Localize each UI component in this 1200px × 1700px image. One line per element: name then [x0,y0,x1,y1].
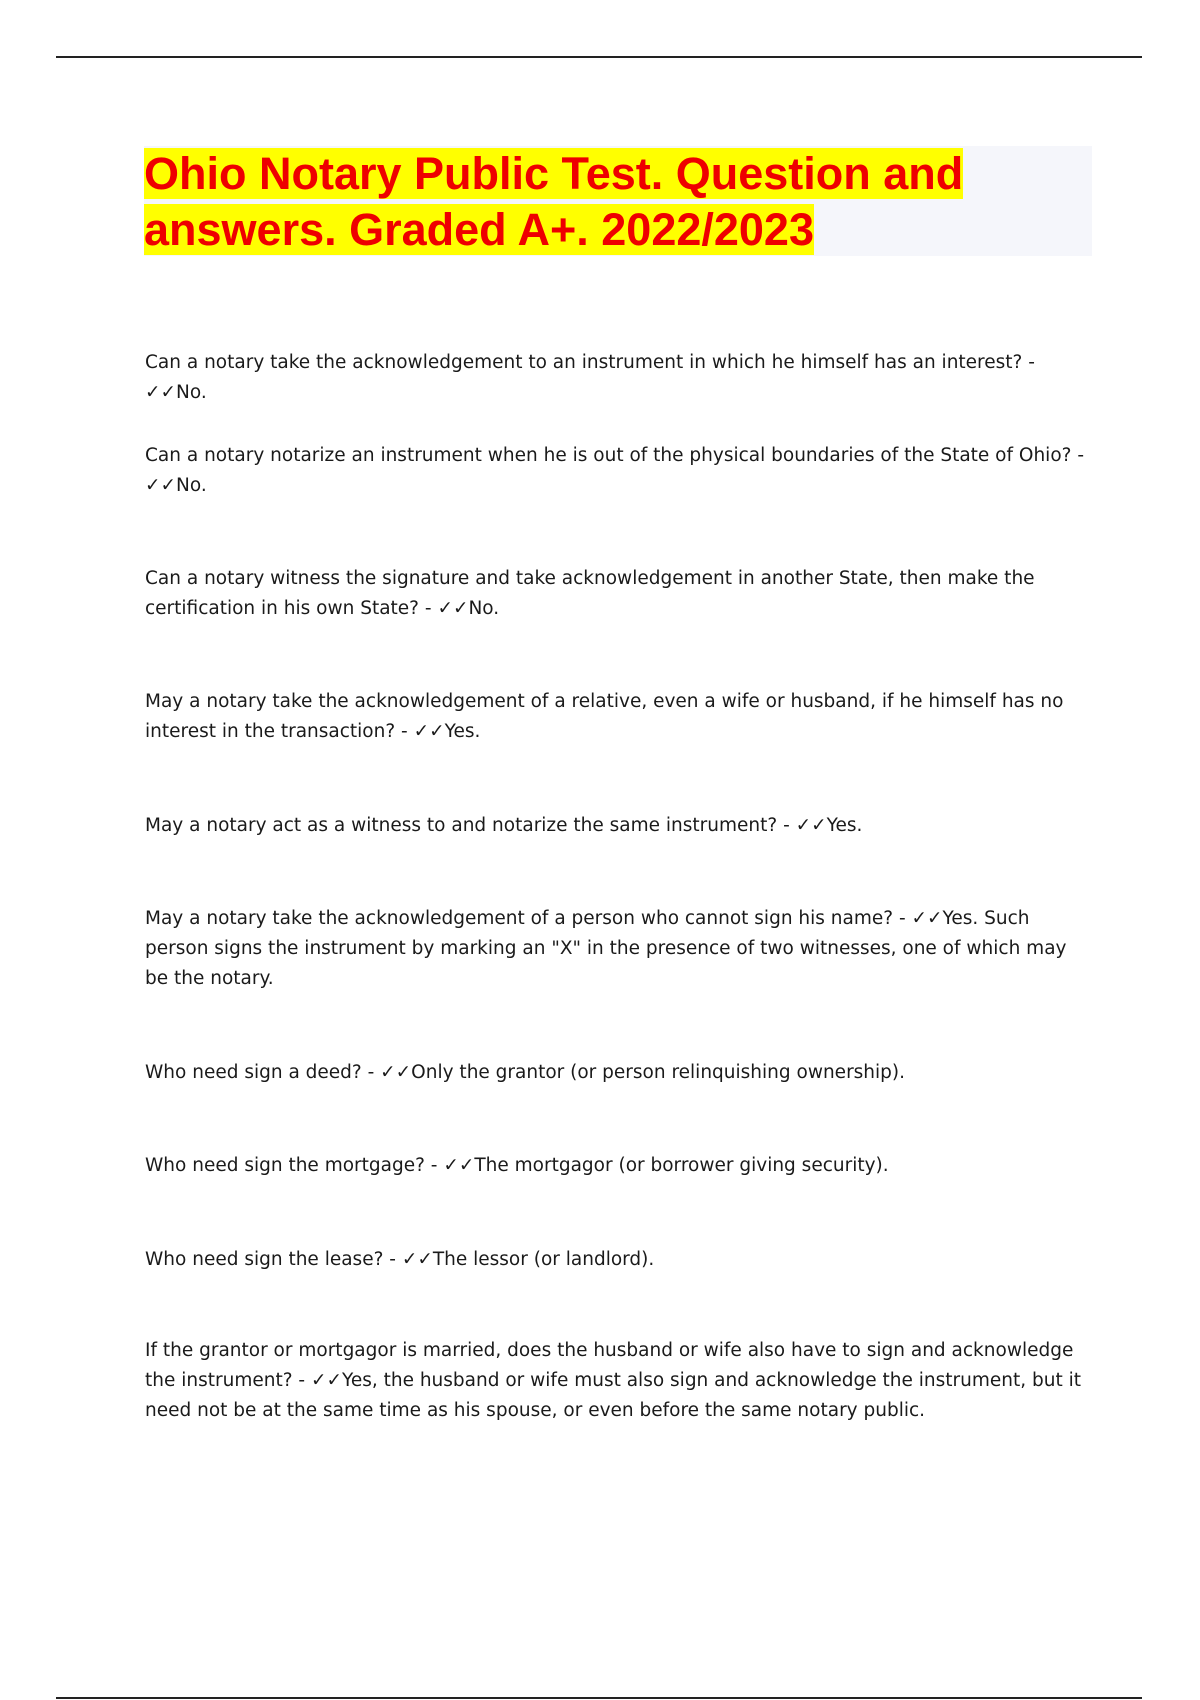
qa-item-2: Can a notary notarize an instrument when he is out of the physical boundaries of the State of Ohio? - ✓✓No. [145,445,1085,496]
qa-item-6: May a notary take the acknowledgement of a person who cannot sign his name? - ✓✓Yes. Such person signs the instrument by marking an "X" in the presence of two witnesses, one of which may be the notary. [145,908,1067,989]
bottom-rule [56,1697,1142,1699]
page-title [144,146,1092,258]
qa-item-1: Can a notary take the acknowledgement to an instrument in which he himself has an interest? - ✓✓No. [145,352,1035,403]
title-line-1: Ohio Notary Public Test. Question and [144,148,964,199]
qa-item-7: Who need sign a deed? - ✓✓Only the grantor (or person relinquishing ownership). [145,1062,906,1083]
qa-item-3: Can a notary witness the signature and take acknowledgement in another State, then make the certification in his own State? - ✓✓No. [145,568,1035,619]
title-line-2: answers. Graded A+. 2022/2023 [144,204,814,255]
top-rule [56,56,1142,58]
title-block [144,146,1092,256]
qa-item-8: Who need sign the mortgage? - ✓✓The mortgagor (or borrower giving security). [145,1155,889,1176]
qa-item-5: May a notary act as a witness to and notarize the same instrument? - ✓✓Yes. [145,815,863,836]
qa-item-9: Who need sign the lease? - ✓✓The lessor (or landlord). [145,1249,655,1270]
qa-item-4: May a notary take the acknowledgement of a relative, even a wife or husband, if he himself has no interest in the transaction? - ✓✓Yes. [145,691,1064,742]
qa-item-10: If the grantor or mortgagor is married, does the husband or wife also have to sign and acknowledge the instrument? - ✓✓Yes, the husband or wife must also sign and acknowledge the instrument, but it need not be at the same time as his spouse, or even before the same notary public. [145,1340,1081,1421]
